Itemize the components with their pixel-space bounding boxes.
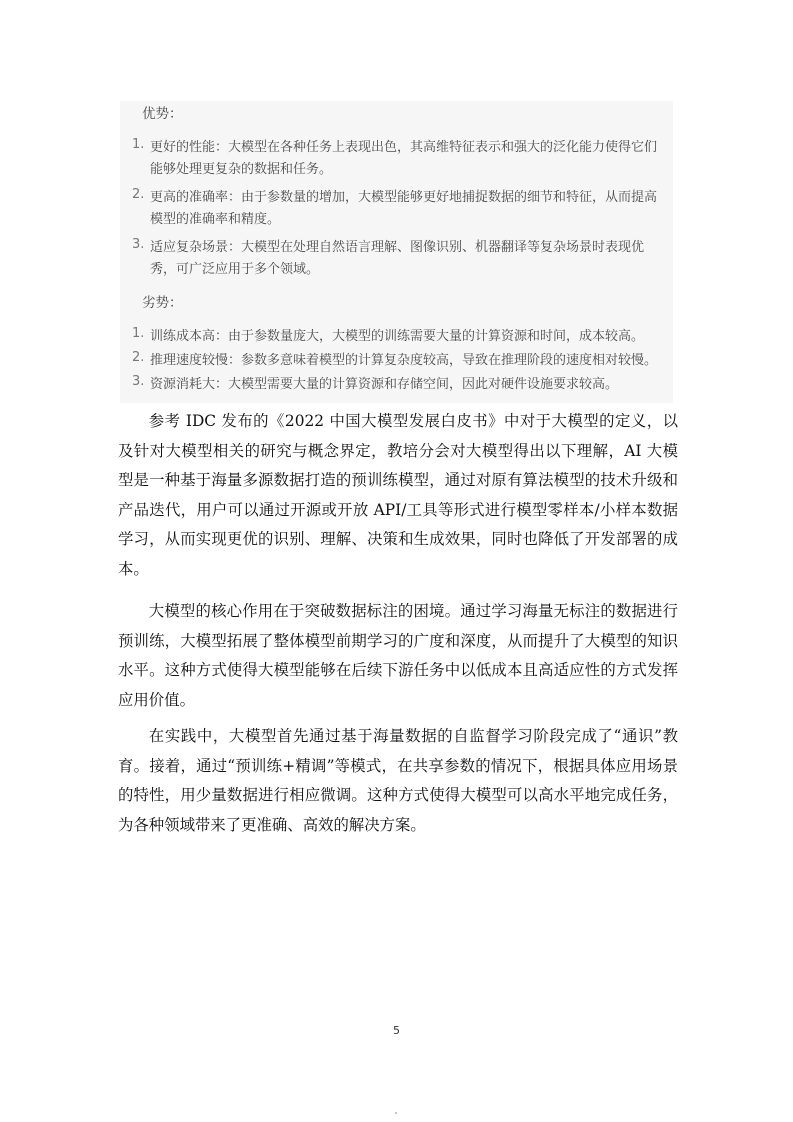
advantages-list [132, 137, 659, 287]
list-number: 1. [132, 326, 145, 341]
disadvantages-heading: 劣势： [142, 295, 183, 311]
list-item [132, 326, 659, 348]
list-number: 2. [132, 350, 145, 365]
list-text: 适应复杂场景：大模型在处理自然语言理解、图像识别、机器翻译等复杂场景时表现优秀，可广泛应用于多个领域。 [150, 240, 645, 277]
list-text: 更好的性能：大模型在各种任务上表现出色，其高维特征表示和强大的泛化能力使得它们能够处理更复杂的数据和任务。 [150, 140, 658, 177]
body-paragraph-core-role: 大模型的核心作用在于突破数据标注的困境。通过学习海量无标注的数据进行预训练，大模型拓展了整体模型前期学习的广度和深度，从而提升了大模型的知识水平。这种方式使得大模型能够在后续下游任务中以低成本且高适应性的方式发挥应用价值。 [118, 602, 678, 709]
list-text: 训练成本高：由于参数量庞大，大模型的训练需要大量的计算资源和时间，成本较高。 [150, 329, 645, 344]
list-item [132, 137, 659, 181]
list-number: 3. [132, 374, 145, 389]
list-item [132, 374, 659, 396]
list-item [132, 237, 659, 281]
list-text: 资源消耗大：大模型需要大量的计算资源和存储空间，因此对硬件设施要求较高。 [150, 377, 619, 392]
body-paragraph-definition: 参考 IDC 发布的《2022 中国大模型发展白皮书》中对于大模型的定义，以及针对大模型相关的研究与概念界定，教培分会对大模型得出以下理解，AI 大模型是一种基于海量多源数据打造的预训练模型，通过对原有算法模型的技术升级和产品迭代，用户可以通过开源或开放 API/工具等形式进行模型零样本/小样本数据学习，从而实现更优的识别、理解、决策和生成效果，同时也降低了开发部署的成本。 [118, 412, 678, 578]
list-number: 1. [132, 137, 145, 152]
list-text: 更高的准确率：由于参数量的增加，大模型能够更好地捕捉数据的细节和特征，从而提高模型的准确率和精度。 [150, 190, 658, 227]
page-number: 5 [393, 1024, 400, 1037]
body-paragraph-practice: 在实践中，大模型首先通过基于海量数据的自监督学习阶段完成了“通识”教育。接着，通过“预训练+精调”等模式，在共享参数的情况下，根据具体应用场景的特性，用少量数据进行相应微调。这种方式使得大模型可以高水平地完成任务，为各种领域带来了更准确、高效的解决方案。 [118, 727, 678, 834]
list-text: 推理速度较慢：参数多意味着模型的计算复杂度较高，导致在推理阶段的速度相对较慢。 [150, 353, 658, 368]
embedded-screenshot-box [120, 101, 673, 403]
list-number: 2. [132, 187, 145, 202]
list-number: 3. [132, 237, 145, 252]
disadvantages-list [132, 326, 659, 398]
list-item [132, 350, 659, 372]
advantages-heading: 优势： [142, 106, 183, 122]
list-item [132, 187, 659, 231]
footer-dot [395, 1112, 397, 1114]
